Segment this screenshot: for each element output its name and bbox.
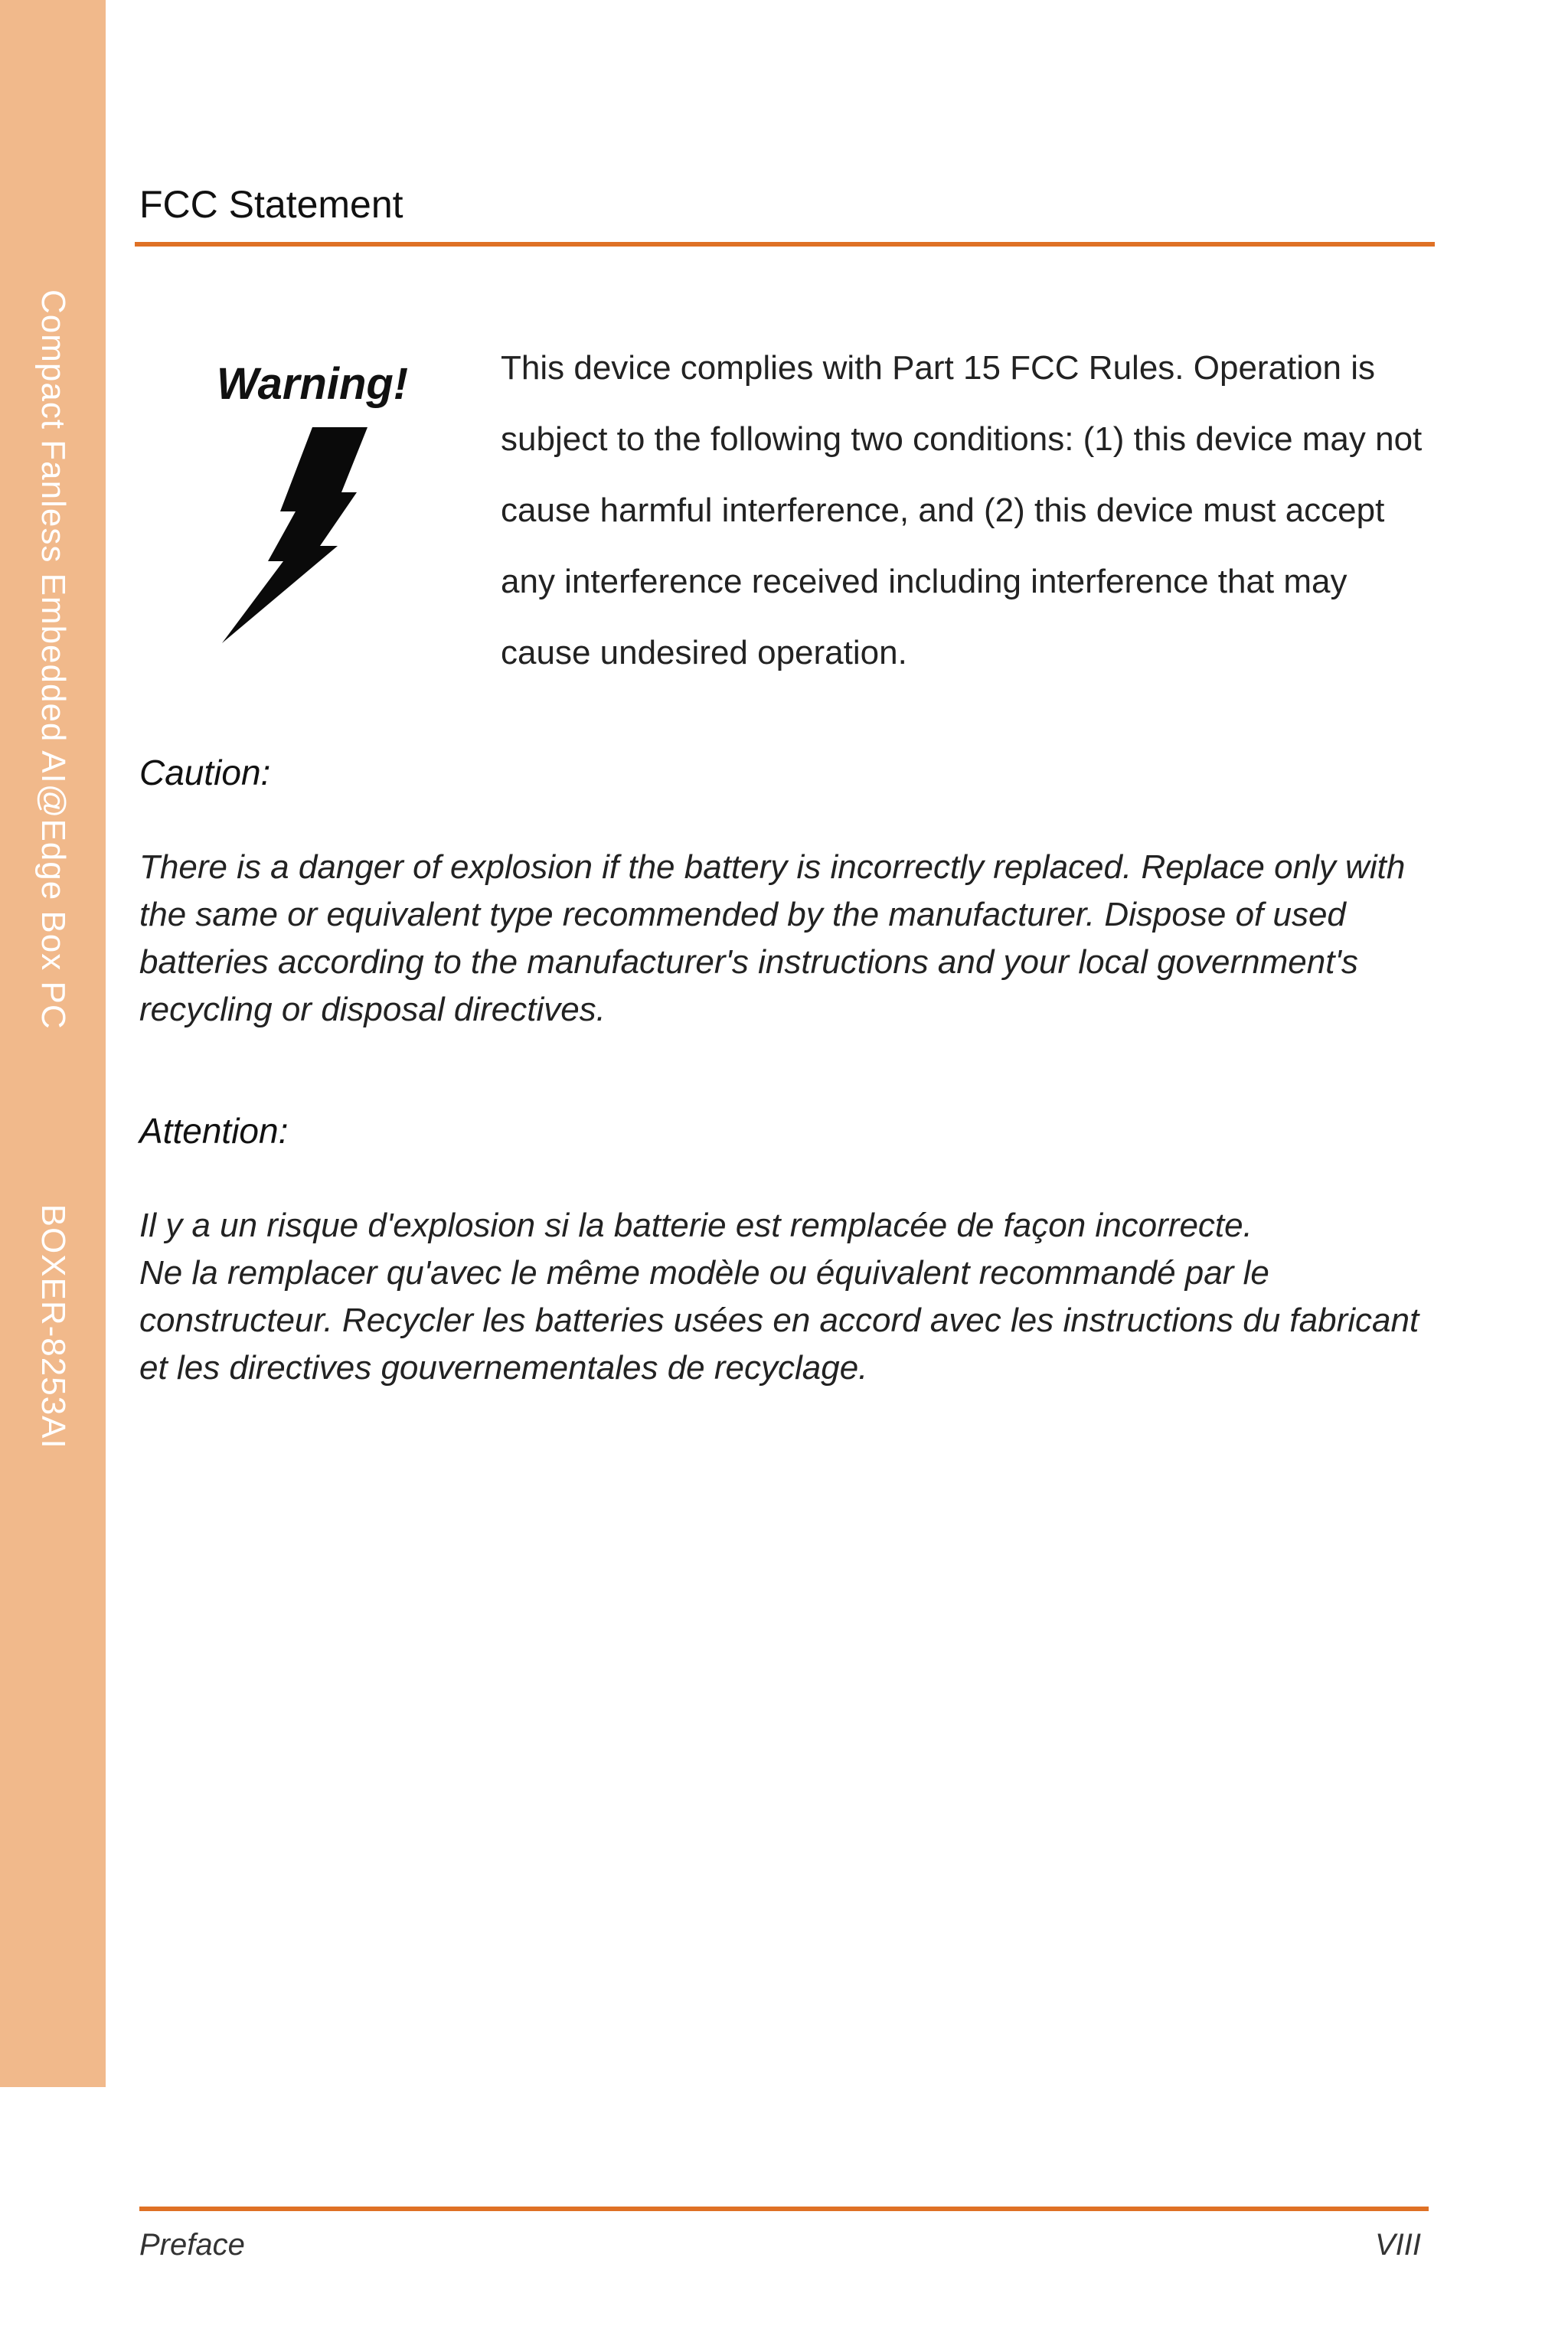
header-divider (135, 242, 1435, 247)
sidebar-series-title: Compact Fanless Embedded AI@Edge Box PC (34, 289, 72, 1030)
sidebar-model-name: BOXER-8253AI (34, 1204, 72, 1449)
attention-heading: Attention: (139, 1111, 289, 1151)
attention-line-1: Il y a un risque d'explosion si la batterie est remplacée de façon incorrecte. (139, 1207, 1253, 1244)
attention-text (139, 1202, 1441, 1392)
caution-paragraph: There is a danger of explosion if the battery is incorrectly replaced. Replace only with the same or equivalent type recommended by the manufacturer. Dispose of used batteries according to the manufacturer's instructions and your local government's recycling or disposal directives. (139, 848, 1406, 1028)
attention-line-2: Ne la remplacer qu'avec le même modèle ou équivalent recommandé par le constructeur. Recycler les batteries usées en accord avec les instructions du fabricant et les directives gouvernementales de recyclage. (139, 1254, 1419, 1387)
footer-divider (139, 2207, 1429, 2211)
sidebar (0, 0, 106, 2087)
warning-label: Warning! (216, 359, 409, 409)
fcc-statement-text: This device complies with Part 15 FCC Rules. Operation is subject to the following two conditions: (1) this device may not cause harmful interference, and (2) this device must accept any interference received including interference that may cause undesired operation. (501, 349, 1423, 671)
caution-text (139, 844, 1441, 1034)
warning-graphic (198, 358, 427, 649)
sidebar-text (34, 289, 72, 1449)
caution-heading: Caution: (139, 753, 271, 792)
footer-page-number: VIII (1374, 2228, 1421, 2262)
lightning-bolt-icon (198, 420, 427, 649)
footer-section: Preface (139, 2228, 245, 2262)
page-title: FCC Statement (139, 183, 403, 226)
